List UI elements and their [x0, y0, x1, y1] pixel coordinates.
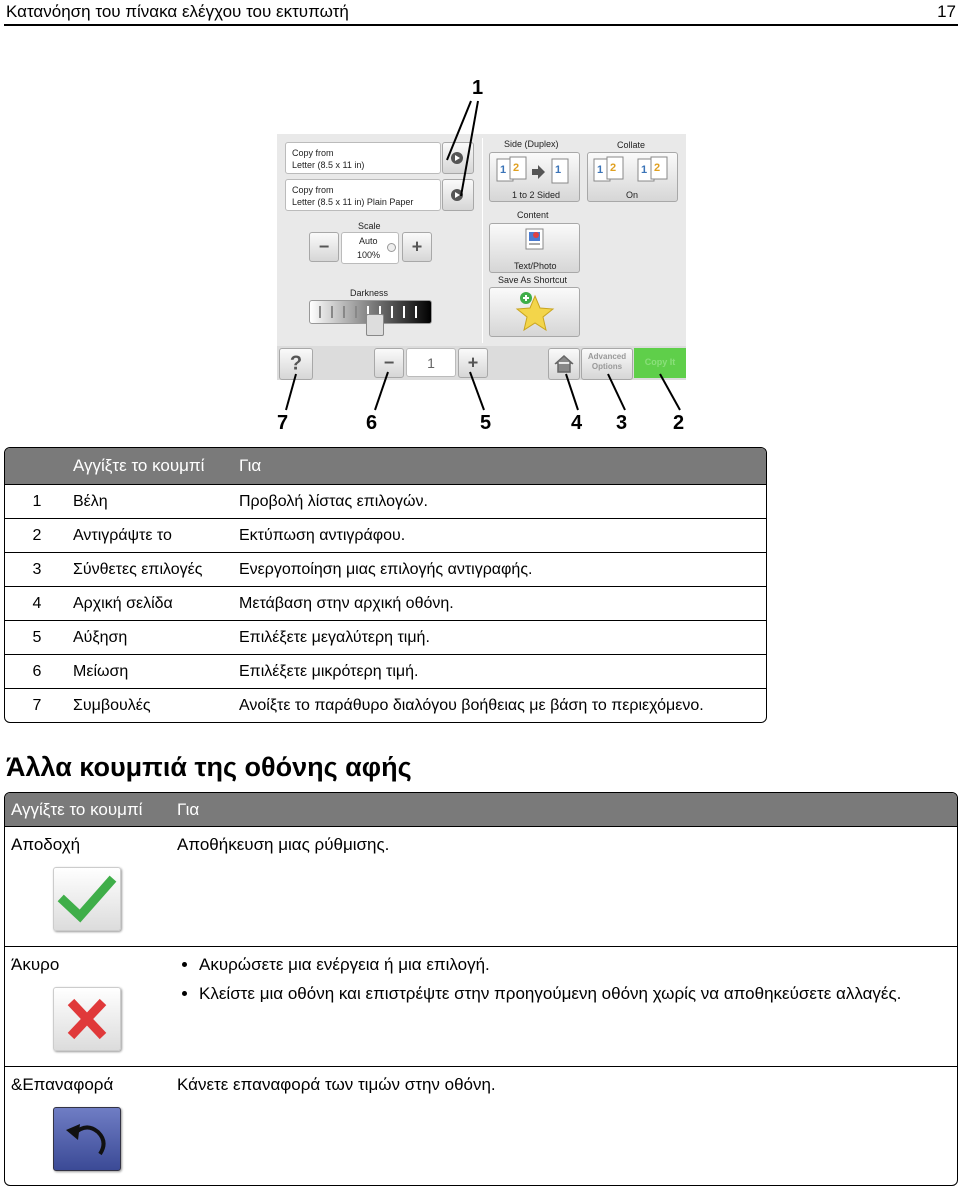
scale-mode: Auto — [359, 236, 378, 246]
callout-6: 6 — [366, 412, 378, 434]
callout-7: 7 — [277, 412, 289, 434]
callout-lines — [0, 0, 960, 440]
side-duplex-label: Side (Duplex) — [504, 139, 559, 149]
svg-text:2: 2 — [654, 162, 661, 174]
row-action: Αποθήκευση μιας ρύθμισης. — [171, 826, 957, 946]
row-action: Κάνετε επαναφορά των τιμών στην οθόνη. — [171, 1066, 957, 1185]
table-header-purpose: Για — [235, 448, 766, 485]
table-row — [5, 1066, 957, 1185]
row-button: Βέλη — [69, 485, 235, 519]
table-row — [5, 655, 766, 689]
row-number: 3 — [5, 553, 69, 587]
row-button: Αύξηση — [69, 621, 235, 655]
help-icon: ? — [289, 352, 303, 375]
row-action: Ενεργοποίηση μιας επιλογής αντιγραφής. — [235, 553, 766, 587]
row-button: Αντιγράψτε το — [69, 519, 235, 553]
row-button: Συμβουλές — [73, 696, 151, 714]
table-header-row — [5, 793, 957, 826]
page-number: 17 — [937, 2, 956, 21]
table-row — [5, 826, 957, 946]
table-header-row — [5, 448, 766, 485]
bullet-list — [177, 955, 951, 1004]
row-button: Αρχική σελίδα — [69, 587, 235, 621]
table-row — [5, 689, 766, 722]
copy-it-label: Copy It — [644, 357, 676, 367]
row-button-cell — [5, 946, 171, 1066]
darkness-label: Darkness — [350, 288, 389, 298]
table-header-button: Αγγίξτε το κουμπί — [5, 793, 171, 826]
callout-5: 5 — [480, 412, 492, 434]
content-value: Text/Photo — [514, 261, 557, 271]
table-row — [5, 553, 766, 587]
row-action: Εκτύπωση αντιγράφου. — [235, 519, 766, 553]
row-number: 1 — [5, 485, 69, 519]
plus-icon: + — [411, 236, 423, 257]
minus-icon: − — [383, 352, 395, 373]
content-label: Content — [517, 210, 549, 220]
row-number: 6 — [5, 655, 69, 689]
cancel-x-icon — [54, 988, 120, 1050]
accept-button-icon-box — [53, 867, 121, 931]
row-button: &Επαναφορά — [11, 1075, 114, 1094]
scale-label: Scale — [358, 221, 381, 231]
table-row — [5, 946, 957, 1066]
table-header-number — [5, 448, 69, 485]
table-row — [5, 587, 766, 621]
list-item: • Ακυρώσετε μια ενέργεια ή μια επιλογή. — [199, 955, 951, 975]
row-action: Επιλέξετε μικρότερη τιμή. — [235, 655, 766, 689]
row-number: 5 — [5, 621, 69, 655]
svg-text:1: 1 — [555, 164, 562, 176]
callout-4: 4 — [571, 412, 583, 434]
row-number: 2 — [5, 519, 69, 553]
row-action: Επιλέξετε μεγαλύτερη τιμή. — [235, 621, 766, 655]
qty-value: 1 — [427, 355, 435, 371]
collate-value: On — [626, 190, 639, 200]
table-row — [5, 519, 766, 553]
copy-from-text-1: Copy from Letter (8.5 x 11 in) — [292, 148, 365, 170]
callout-1: 1 — [472, 77, 484, 99]
svg-text:2: 2 — [610, 162, 617, 174]
duplex-value: 1 to 2 Sided — [512, 190, 561, 200]
row-button: Μείωση — [69, 655, 235, 689]
svg-text:2: 2 — [513, 162, 520, 174]
table-row — [5, 485, 766, 519]
touchscreen-buttons-table — [4, 792, 958, 1186]
svg-text:1: 1 — [641, 164, 648, 176]
plus-icon: + — [467, 352, 479, 373]
checkmark-icon — [54, 868, 120, 930]
row-button: Άκυρο — [11, 955, 60, 974]
row-button-cell — [5, 1066, 171, 1185]
callout-3: 3 — [616, 412, 628, 434]
advanced-options-label: Advanced Options — [587, 352, 627, 371]
table-header-purpose: Για — [171, 793, 957, 826]
row-button: Αποδοχή — [11, 835, 81, 854]
svg-text:1: 1 — [597, 164, 604, 176]
list-item: • Κλείστε μια οθόνη και επιστρέψτε στην προηγούμενη οθόνη χωρίς να αποθηκεύσετε αλλαγές. — [199, 984, 951, 1004]
page-header-title: Κατανόηση του πίνακα ελέγχου του εκτυπωτή — [6, 2, 349, 21]
reset-arrow-icon — [54, 1108, 120, 1170]
save-shortcut-label: Save As Shortcut — [498, 275, 568, 285]
copy-from-text-2: Copy from Letter (8.5 x 11 in) Plain Paper — [292, 185, 414, 207]
row-action: Ανοίξτε το παράθυρο διαλόγου βοήθειας με βάση το περιεχόμενο. — [239, 696, 704, 714]
row-action: Προβολή λίστας επιλογών. — [235, 485, 766, 519]
table-header-button: Αγγίξτε το κουμπί — [69, 448, 235, 485]
svg-text:1: 1 — [500, 164, 507, 176]
row-action: Μετάβαση στην αρχική οθόνη. — [235, 587, 766, 621]
section-heading: Άλλα κουμπιά της οθόνης αφής — [6, 752, 412, 782]
control-panel-buttons-table — [4, 447, 767, 723]
table-row — [5, 621, 766, 655]
minus-icon: − — [318, 236, 330, 257]
collate-label: Collate — [617, 140, 646, 150]
row-number: 7 — [32, 696, 42, 714]
row-button: Σύνθετες επιλογές — [69, 553, 235, 587]
row-button-cell — [5, 826, 171, 946]
cancel-button-icon-box — [53, 987, 121, 1051]
row-number: 4 — [5, 587, 69, 621]
callout-2: 2 — [673, 412, 685, 434]
reset-button-icon-box — [53, 1107, 121, 1171]
row-action-cell — [171, 946, 957, 1066]
scale-value: 100% — [357, 250, 381, 260]
